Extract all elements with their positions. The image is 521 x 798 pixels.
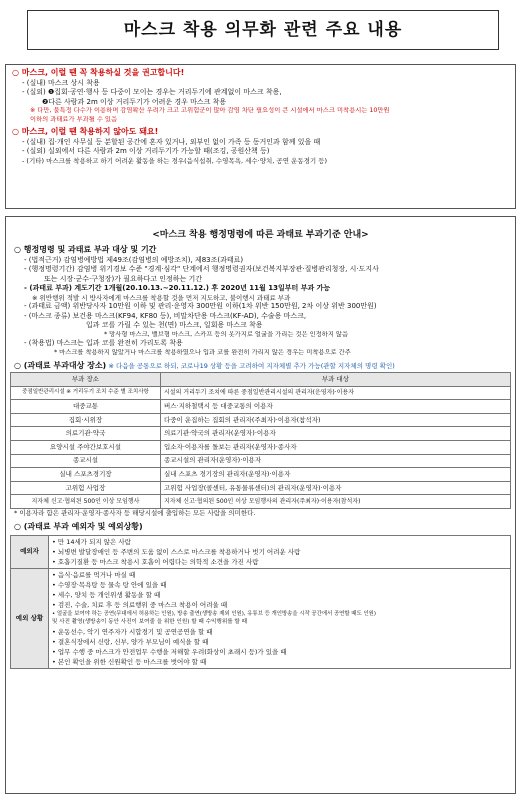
target-cell: 지자체 신고·협의된 500인 이상 모임행사의 관리자(주최자)·이용자(참석자) <box>161 495 511 509</box>
target-cell: 종교시설의 관리자(운영자)·이용자 <box>161 454 511 468</box>
table-row <box>11 413 511 427</box>
list-item: 및 사진 촬영(생방송이 동안 사진이 보여줄 을 위한 인원) 할 때 수익행위를 할 때 <box>52 619 247 626</box>
list-item: • 업무 수행 중 마스크가 안전업무 수행을 저해할 우려(화상이 초래시 등)가 있을 때 <box>52 648 287 657</box>
table-header-cell: 부과 장소 <box>11 373 161 387</box>
table-row <box>11 400 511 414</box>
table-row <box>11 427 511 441</box>
target-cell: 버스·지하철택시 등 대중교통의 이용자 <box>161 400 511 414</box>
list-item: • 뇌병변 발달장애인 등 주변의 도움 없이 스스로 마스크를 착용하거나 벗기 어려운 사람 <box>52 547 301 556</box>
penalty-place-table <box>10 372 511 509</box>
recommend-box <box>5 64 516 209</box>
recommend-line: ❷다른 사람과 2m 이상 거리두기가 어려운 경우 마스크 착용 <box>42 97 227 106</box>
list-item: • 호흡기질환 등 마스크 착용시 호흡이 어렵다는 의학적 소견을 가진 사람 <box>52 557 259 566</box>
sec1-line: 입과 코를 가릴 수 있는 천(면) 마스크, 일회용 마스크 착용 <box>86 321 263 330</box>
title-box <box>27 10 499 50</box>
section-2-title: ○ (과태료 부과대상 장소) <box>14 361 107 371</box>
place-cell: 의료기관·약국 <box>11 427 161 441</box>
sec1-line: ※ 위반행위 적발 시 방사자에게 마스크를 착용할 것을 먼저 지도하고, 불이행시 과태료 부과 <box>32 293 291 302</box>
sec1-line: - (과태료 금액) 위반당사자 10만원 이하 및 관리·운영자 300만원 이하(1차 위반 150만원, 2차 이상 위반 300만원) <box>24 302 377 311</box>
place-cell: 요양시설 주야간보호시설 <box>11 440 161 454</box>
recommend-note: ※ 다만, 불특정 다수가 이용하며 감염확산 우려가 크고 고위험군이 많아 감염 차단 필요성이 큰 시설에서 마스크 미착용시는 10만원 <box>30 107 390 115</box>
exempt-person-label: 예외자 <box>11 535 49 568</box>
list-item: • 음식·음료를 먹거나 마실 때 <box>52 570 136 579</box>
exempt-line: - (실외) 실외에서 다른 사람과 2m 이상 거리두기가 가능할 때(조깅, 공원산책 등) <box>22 147 270 156</box>
list-item: • 세수, 양치 등 개인위생 활동을 할 때 <box>52 590 161 599</box>
penalty-box <box>5 216 516 794</box>
table-row <box>11 386 511 400</box>
list-item: • 검진, 수술, 치료 후 등 의료행위 중 마스크 착용이 어려울 때 <box>52 600 228 609</box>
table-row <box>11 481 511 495</box>
penalty-subtitle: <마스크 착용 행정명령에 따른 과태료 부과기준 안내> <box>152 230 369 240</box>
exempt-case-label: 예외 상황 <box>11 568 49 669</box>
exempt-line: - (실내) 집·개인 사무실 등 분할된 공간에 혼자 있거나, 외부인 없이 가족 등 동거인과 함께 있을 때 <box>22 137 321 146</box>
recommend-line: - (실외) ❶집회·공연·행사 등 다중이 모이는 경우는 거리두기에 관계없이 마스크 착용, <box>22 88 282 97</box>
recommend-header: ○ 마스크, 이럴 땐 꼭 착용하실 것을 권고합니다! <box>12 68 185 77</box>
place-cell: 실내 스포츠경기장 <box>11 468 161 482</box>
place-cell: 고위험 사업장 <box>11 481 161 495</box>
table-row <box>11 454 511 468</box>
list-item: • 운동선수, 악기 연주자가 시합경기 및 공연공연을 할 때 <box>52 627 213 636</box>
target-cell: 의료기관·약국의 관리자(운영자)·이용자 <box>161 427 511 441</box>
recommend-line: - (실내) 마스크 상시 착용 <box>22 78 100 87</box>
exempt-person-row <box>11 535 511 568</box>
sec1-line: - (착용법) 마스크는 입과 코를 완전히 가리도록 착용 <box>24 339 183 348</box>
sec1-line: - (과태료 부과) 계도기간 1개월(20.10.13.~20.11.12.) 후 2020년 11월 13일부터 부과 가능 <box>24 284 331 293</box>
exemption-table <box>10 535 511 670</box>
sec1-line: - (법적근거) 감염병예방법 제49조(감염병의 예방조치), 제83조(과태료) <box>24 255 244 264</box>
list-item: • 본인 확인을 위한 신원확인 등 마스크를 벗어야 할 때 <box>52 658 207 667</box>
exempt-line: - (기타) 마스크를 착용하고 하기 어려운 활동을 하는 경우(음식섭취, 수영목욕, 세수·양치, 공연 운동경기 등) <box>22 156 328 165</box>
sec1-line: * 마스크를 착용하지 않았거나 마스크를 착용하였으나 입과 코를 완전히 가리지 않은 경우는 미착용으로 간주 <box>54 348 351 356</box>
list-item: • 만 14세가 되지 않은 사람 <box>52 537 131 546</box>
exempt-header: ○ 마스크, 이럴 땐 착용하지 않아도 돼요! <box>12 127 159 137</box>
exempt-case-row <box>11 568 511 669</box>
target-cell: 실내 스포츠 경기장의 관리자(운영자)·이용자 <box>161 468 511 482</box>
place-cell: 종교시설 <box>11 454 161 468</box>
sec1-line: - (마스크 종류) 보건용 마스크(KF94, KF80 등), 비말차단용 마스크(KF-AD), 수술용 마스크, <box>24 311 307 320</box>
sec1-line: 또는 시장·군수·구청장)가 필요하다고 인정하는 기간 <box>44 274 203 283</box>
section-3-title: ○ (과태료 부과 예외자 및 예외상황) <box>14 521 143 531</box>
place-cell: 집회·시위장 <box>11 413 161 427</box>
target-cell: 입소자·이용자를 돌보는 관리자(운영자)·종사자 <box>161 440 511 454</box>
recommend-note-2: 이하의 과태료가 부과될 수 있음 <box>30 115 118 123</box>
target-cell: 고위험 사업장(콜센터, 유통물류센터)의 관리자(운영자)·이용자 <box>161 481 511 495</box>
table-header-cell: 부과 대상 <box>161 373 511 387</box>
place-cell: 대중교통 <box>11 400 161 414</box>
target-cell: 다중이 운집하는 집회의 관리자(주최자)·이용자(참석자) <box>161 413 511 427</box>
list-item: • 수영장·목욕탕 등 물속 탕 안에 있을 때 <box>52 580 167 589</box>
table-row <box>11 495 511 509</box>
table-row <box>11 440 511 454</box>
section-2-note: ※ 다음을 공통으로 하되, 코로나19 상황 등을 고려하여 지자체별 추가 가능(관할 지자체의 명령 확인) <box>108 362 395 371</box>
section-1-title: ○ 행정명령 및 과태료 부과 대상 및 기간 <box>14 245 157 255</box>
list-item: • 결혼식장에서 신랑, 신부, 양가 부모님이 예식을 할 때 <box>52 638 209 647</box>
table-header-row <box>11 373 511 387</box>
sec1-line: - (행정명령기간) 감염병 위기경보 수준 "경계·심각" 단계에서 행정명령권자(보건복지부장관·질병관리청장, 시·도지사 <box>24 265 379 274</box>
table-note: * 이용자라 함은 관리자·운영자·종사자 등 해당시설에 출입하는 모든 사람을 의미한다. <box>14 508 256 517</box>
target-cell: 시설의 거리두기 조치에 따른 중점일반관리시설의 관리자(운영자)·이용자 <box>161 386 511 400</box>
sec1-line: * 망사형 마스크, 밸브형 마스크, 스카프 등의 옷가지로 얼굴을 가리는 것은 인정하지 않음 <box>104 330 349 338</box>
table-row <box>11 468 511 482</box>
page-title: 마스크 착용 의무화 관련 주요 내용 <box>123 19 403 40</box>
place-cell: 중점일반관리시설 ※ 거리두기 조치 수준 별 조치사항 <box>11 386 161 400</box>
list-item: • 얼굴을 보여야 하는 공연(무대에서 허용하는 인원), 방송 출연(생방송 제외 인원), 유튜브 등 개인방송을 시작 공간에서 공연할 때도 인원) <box>52 610 376 617</box>
place-cell: 지자체 신고·협의된 500인 이상 모임행사 <box>11 495 161 509</box>
